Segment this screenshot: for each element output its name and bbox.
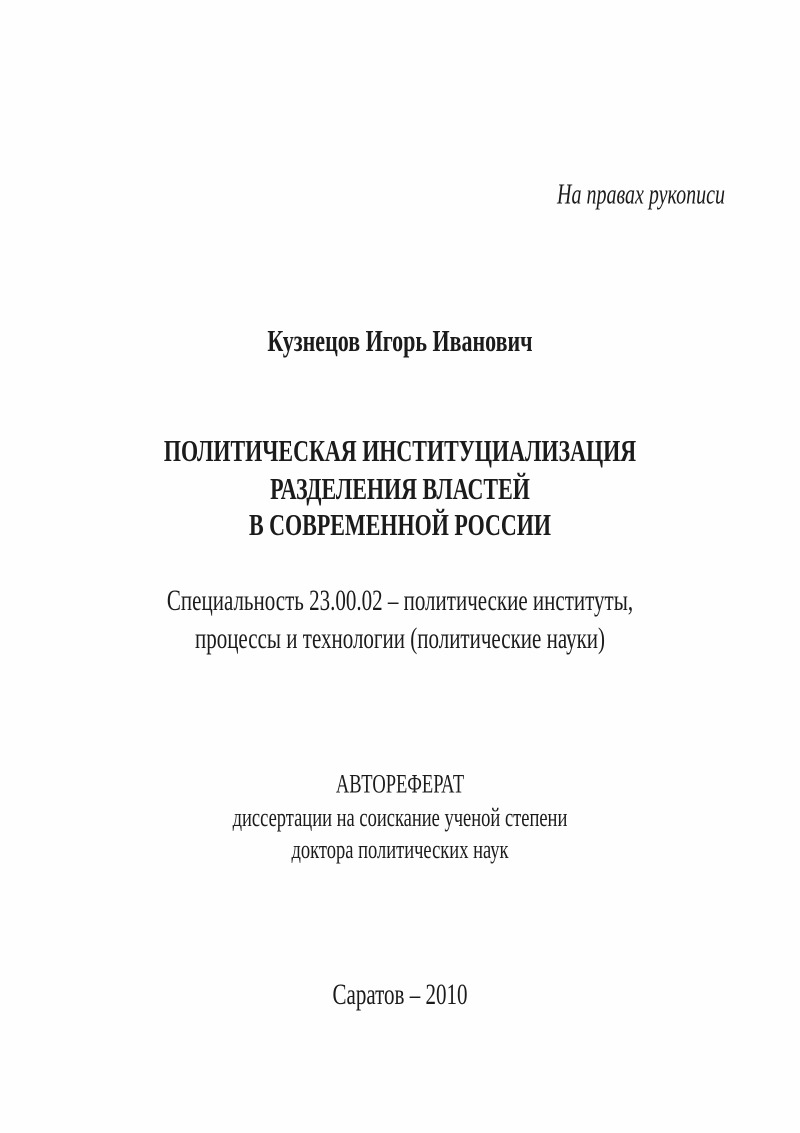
city-year-imprint: Саратов – 2010 <box>332 977 468 1011</box>
specialty-line-1: Специальность 23.00.02 – политические институты, <box>166 583 634 617</box>
specialty-line-2: процессы и технологии (политические науки) <box>194 620 606 655</box>
author-name: Кузнецов Игорь Иванович <box>267 323 533 359</box>
dissertation-title <box>0 433 800 544</box>
dissertation-title-line-1: ПОЛИТИЧЕСКАЯ ИНСТИТУЦИАЛИЗАЦИЯ <box>163 433 637 468</box>
abstract-heading: АВТОРЕФЕРАТ <box>335 771 465 800</box>
specialty-section <box>0 582 800 656</box>
abstract-description-line-1: диссертации на соискание ученой степени <box>232 804 568 833</box>
abstract-section <box>0 770 800 869</box>
dissertation-title-line-3: В СОВРЕМЕННОЙ РОССИИ <box>248 507 552 543</box>
manuscript-rights-note: На правах рукописи <box>557 179 725 211</box>
abstract-description-line-2: доктора политических наук <box>291 837 509 866</box>
dissertation-title-line-2: РАЗДЕЛЕНИЯ ВЛАСТЕЙ <box>270 470 530 506</box>
